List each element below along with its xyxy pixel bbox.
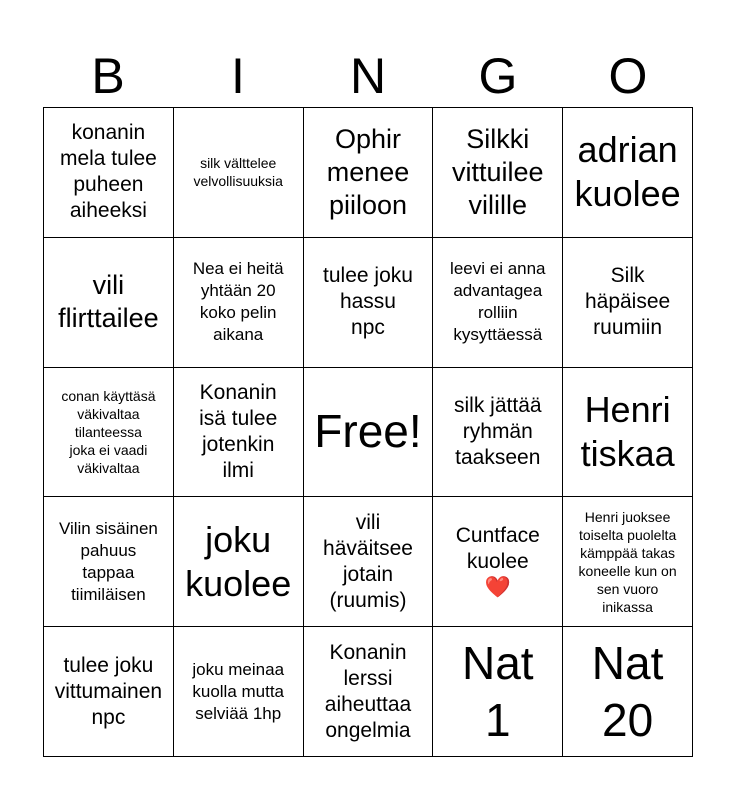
bingo-cell-1[interactable]: konanin mela tulee puheen aiheeksi <box>44 108 174 238</box>
header-letter-o: O <box>608 48 648 104</box>
bingo-cell-9[interactable]: leevi ei anna advantagea rolliin kysyttäessä <box>433 238 563 368</box>
bingo-cell-2[interactable]: silk välttelee velvollisuuksia <box>174 108 304 238</box>
bingo-grid <box>43 107 693 757</box>
bingo-cell-18[interactable]: vili häväitsee jotain (ruumis) <box>304 497 434 627</box>
header-letter-g: G <box>478 48 518 104</box>
bingo-cell-7[interactable]: Nea ei heitä yhtään 20 koko pelin aikana <box>174 238 304 368</box>
bingo-cell-19[interactable]: Cuntface kuolee ❤️ <box>433 497 563 627</box>
header-letter-n: N <box>349 48 387 104</box>
bingo-cell-12[interactable]: Konanin isä tulee jotenkin ilmi <box>174 368 304 498</box>
bingo-cell-20[interactable]: Henri juoksee toiselta puolelta kämppää takas koneelle kun on sen vuoro inikassa <box>563 497 693 627</box>
bingo-cell-14[interactable]: silk jättää ryhmän taakseen <box>433 368 563 498</box>
bingo-cell-8[interactable]: tulee joku hassu npc <box>304 238 434 368</box>
bingo-cell-10[interactable]: Silk häpäisee ruumiin <box>563 238 693 368</box>
bingo-cell-23[interactable]: Konanin lerssi aiheuttaa ongelmia <box>304 627 434 757</box>
bingo-cell-25[interactable]: Nat 20 <box>563 627 693 757</box>
header-letter-i: I <box>231 48 245 104</box>
bingo-cell-22[interactable]: joku meinaa kuolla mutta selviää 1hp <box>174 627 304 757</box>
bingo-cell-15[interactable]: Henri tiskaa <box>563 368 693 498</box>
bingo-cell-21[interactable]: tulee joku vittumainen npc <box>44 627 174 757</box>
bingo-cell-17[interactable]: joku kuolee <box>174 497 304 627</box>
bingo-cell-24[interactable]: Nat 1 <box>433 627 563 757</box>
bingo-header <box>43 45 693 107</box>
bingo-cell-4[interactable]: Silkki vittuilee vilille <box>433 108 563 238</box>
bingo-cell-free[interactable]: Free! <box>304 368 434 498</box>
bingo-cell-11[interactable]: conan käyttäsä väkivaltaa tilanteessa joka ei vaadi väkivaltaa <box>44 368 174 498</box>
bingo-cell-6[interactable]: vili flirttailee <box>44 238 174 368</box>
header-letter-b: B <box>91 48 125 104</box>
bingo-cell-5[interactable]: adrian kuolee <box>563 108 693 238</box>
bingo-cell-16[interactable]: Vilin sisäinen pahuus tappaa tiimiläisen <box>44 497 174 627</box>
bingo-cell-3[interactable]: Ophir menee piiloon <box>304 108 434 238</box>
